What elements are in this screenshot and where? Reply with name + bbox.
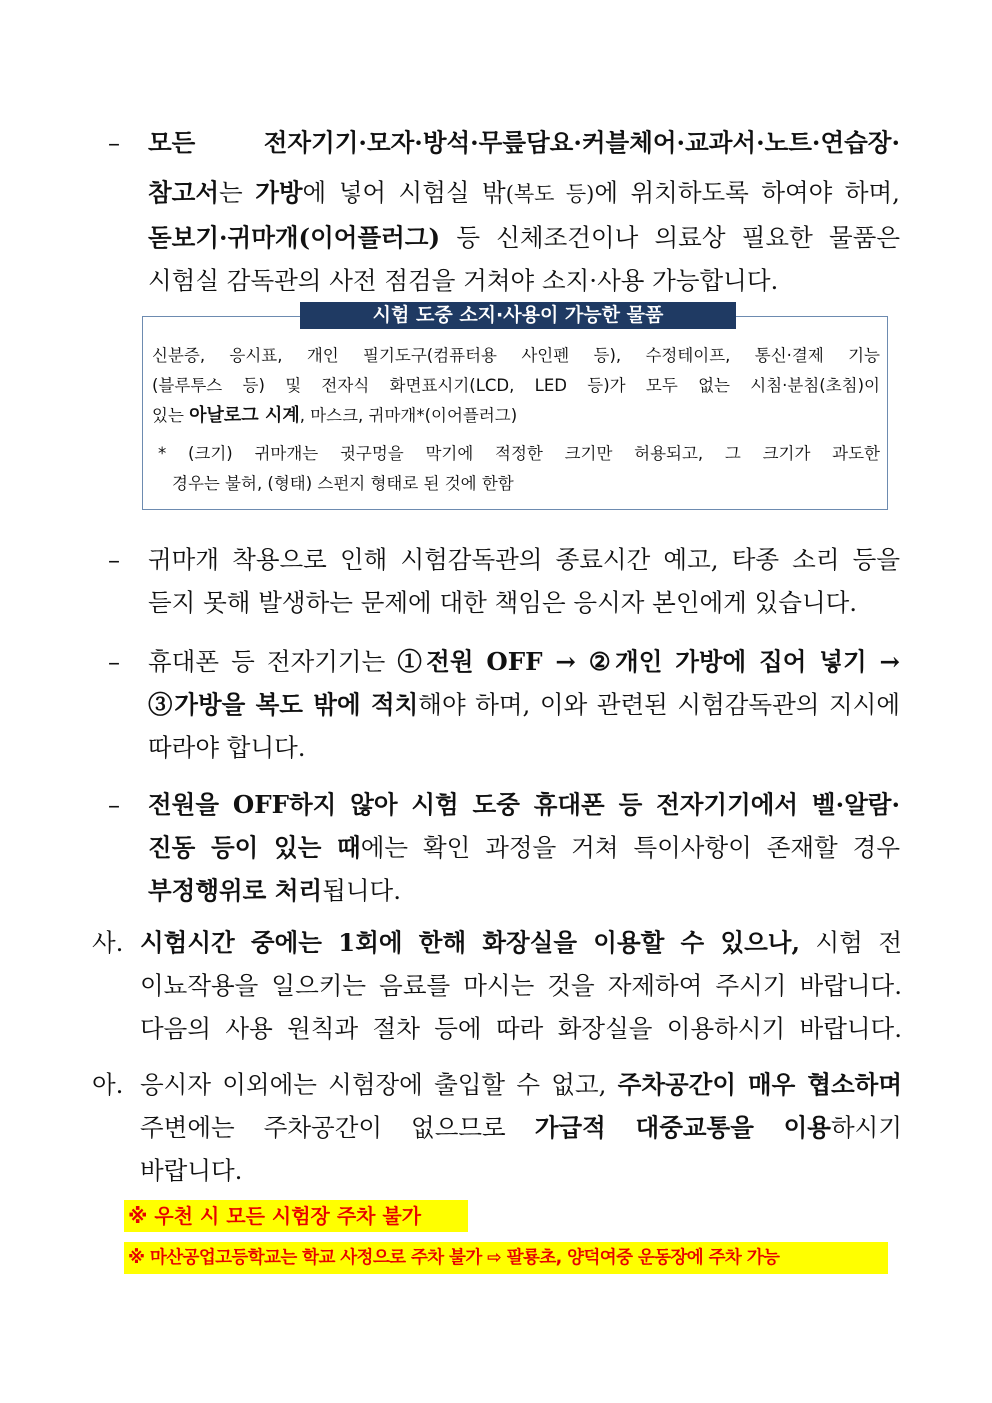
notice-masan-parking: ※ 마산공업고등학교는 학교 사정으로 주차 불가 ⇨ 팔룡초, 양덕여중 운동장에 주차 가능 [124, 1242, 888, 1274]
text-line: 휴대폰 등 전자기기는 ①전원 OFF → ②개인 가방에 집어 넣기 → [148, 647, 900, 676]
paragraph-alarm [108, 790, 900, 910]
paragraph-earplug [108, 545, 900, 625]
text-line: 따라야 합니다. [148, 733, 306, 762]
paragraph-parking [92, 1070, 902, 1190]
text-line: 모든 전자기기·모자·방석·무릎담요·커블체어·교과서·노트·연습장· [148, 128, 900, 157]
bullet-dash: – [108, 791, 120, 819]
box-text-line: 있는 아날로그 시계, 마스크, 귀마개*(이어플러그) [152, 405, 518, 426]
box-note-line: 경우는 불허, (형태) 스펀지 형태로 된 것에 한함 [172, 474, 514, 493]
box-note-line: * (크기) 귀마개는 귓구멍을 막기에 적정한 크기만 허용되고, 그 크기가 과도한 [158, 444, 880, 463]
bullet-dash: – [108, 129, 120, 157]
text-line: 듣지 못해 발생하는 문제에 대한 책임은 응시자 본인에게 있습니다. [148, 588, 858, 617]
text-line: 시험시간 중에는 1회에 한해 화장실을 이용할 수 있으나, 시험 전 [140, 928, 902, 957]
box-text-line: (블루투스 등) 및 전자식 화면표시기(LCD, LED 등)가 모두 없는 시침·분침(초침)이 [152, 376, 880, 395]
text-line: 이뇨작용을 일으키는 음료를 마시는 것을 자제하여 주시기 바랍니다. [140, 971, 902, 1000]
paragraph-phone [108, 647, 900, 767]
text-line: 다음의 사용 원칙과 절차 등에 따라 화장실을 이용하시기 바랍니다. [140, 1014, 902, 1043]
text-line: 부정행위로 처리됩니다. [148, 876, 401, 905]
paragraph-restroom [92, 928, 902, 1048]
text-line: 시험실 감독관의 사전 점검을 거쳐야 소지·사용 가능합니다. [148, 266, 779, 295]
text-line: 참고서는 가방에 넣어 시험실 밖(복도 등)에 위치하도록 하여야 하며, [148, 178, 900, 207]
text-line: 진동 등이 있는 때에는 확인 과정을 거쳐 특이사항이 존재할 경우 [148, 833, 900, 862]
text-line: 응시자 이외에는 시험장에 출입할 수 없고, 주차공간이 매우 협소하며 [140, 1070, 902, 1099]
text-line: 바랍니다. [140, 1156, 243, 1185]
text-line: 돋보기·귀마개(이어플러그) 등 신체조건이나 의료상 필요한 물품은 [148, 223, 900, 252]
box-text-line: 신분증, 응시표, 개인 필기도구(컴퓨터용 사인펜 등), 수정테이프, 통신·결제 기능 [152, 346, 880, 365]
allowed-items-box-title: 시험 도중 소지·사용이 가능한 물품 [300, 302, 736, 329]
text-line: 귀마개 착용으로 인해 시험감독관의 종료시간 예고, 타종 소리 등을 [148, 545, 900, 574]
item-marker: 아. [92, 1070, 124, 1099]
bullet-dash: – [108, 648, 120, 676]
text-line: 주변에는 주차공간이 없으므로 가급적 대중교통을 이용하시기 [140, 1113, 902, 1142]
paragraph-electronics [108, 126, 900, 295]
notice-rain-parking: ※ 우천 시 모든 시험장 주차 불가 [124, 1200, 468, 1232]
text-line: ③가방을 복도 밖에 적치해야 하며, 이와 관련된 시험감독관의 지시에 [148, 690, 900, 719]
item-marker: 사. [92, 928, 124, 957]
text-line: 전원을 OFF하지 않아 시험 도중 휴대폰 등 전자기기에서 벨·알람· [148, 790, 900, 819]
bullet-dash: – [108, 546, 120, 574]
